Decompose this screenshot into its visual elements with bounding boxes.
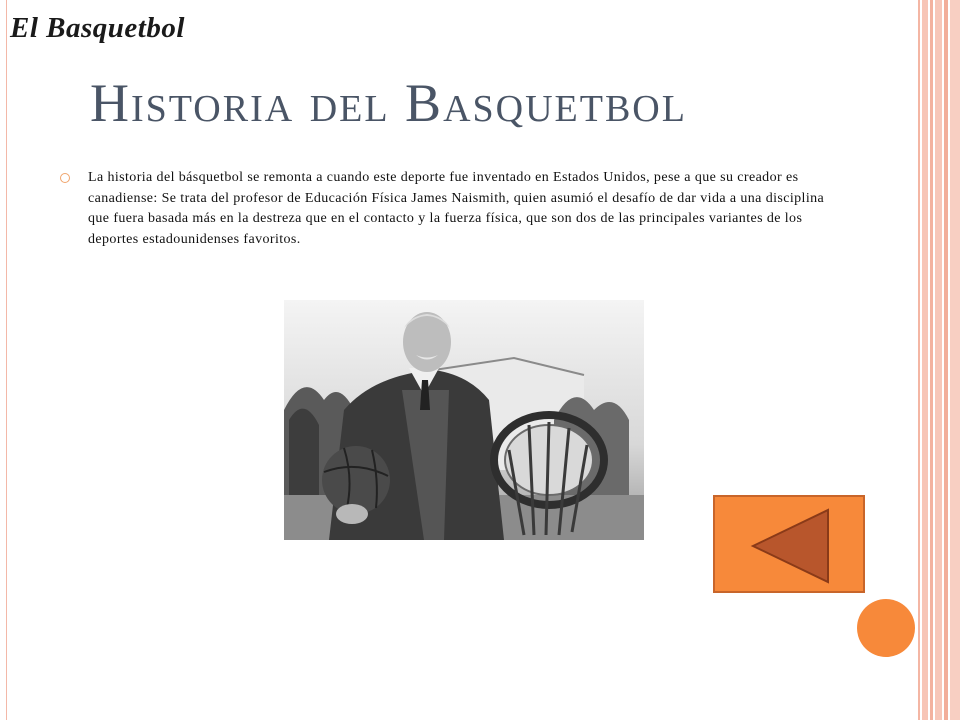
slide-title: Historia del Basquetbol (90, 73, 687, 133)
corner-title: El Basquetbol (10, 12, 185, 44)
historical-photo (284, 300, 644, 540)
photo-naismith-icon (284, 300, 644, 540)
triangle-left-icon (715, 497, 867, 595)
left-border-line (6, 0, 7, 720)
right-decorative-stripes (918, 0, 960, 720)
bullet-dot-icon (60, 173, 70, 183)
bullet-text: La historia del básquetbol se remonta a cuando este deporte fue inventado en Estados Unidos, pese a que su creador es canadiense: Se trata del profesor de Educación Física James Naismith, quien asumió el desafío de dar vida a una disciplina que fuera basada más en la destreza que en el contacto y la fuerza física, que son dos de las principales variantes de los deportes estadounidenses favoritos. (88, 170, 825, 247)
decorative-circle (857, 599, 915, 657)
back-button[interactable] (713, 495, 865, 593)
bullet-item (60, 168, 830, 250)
